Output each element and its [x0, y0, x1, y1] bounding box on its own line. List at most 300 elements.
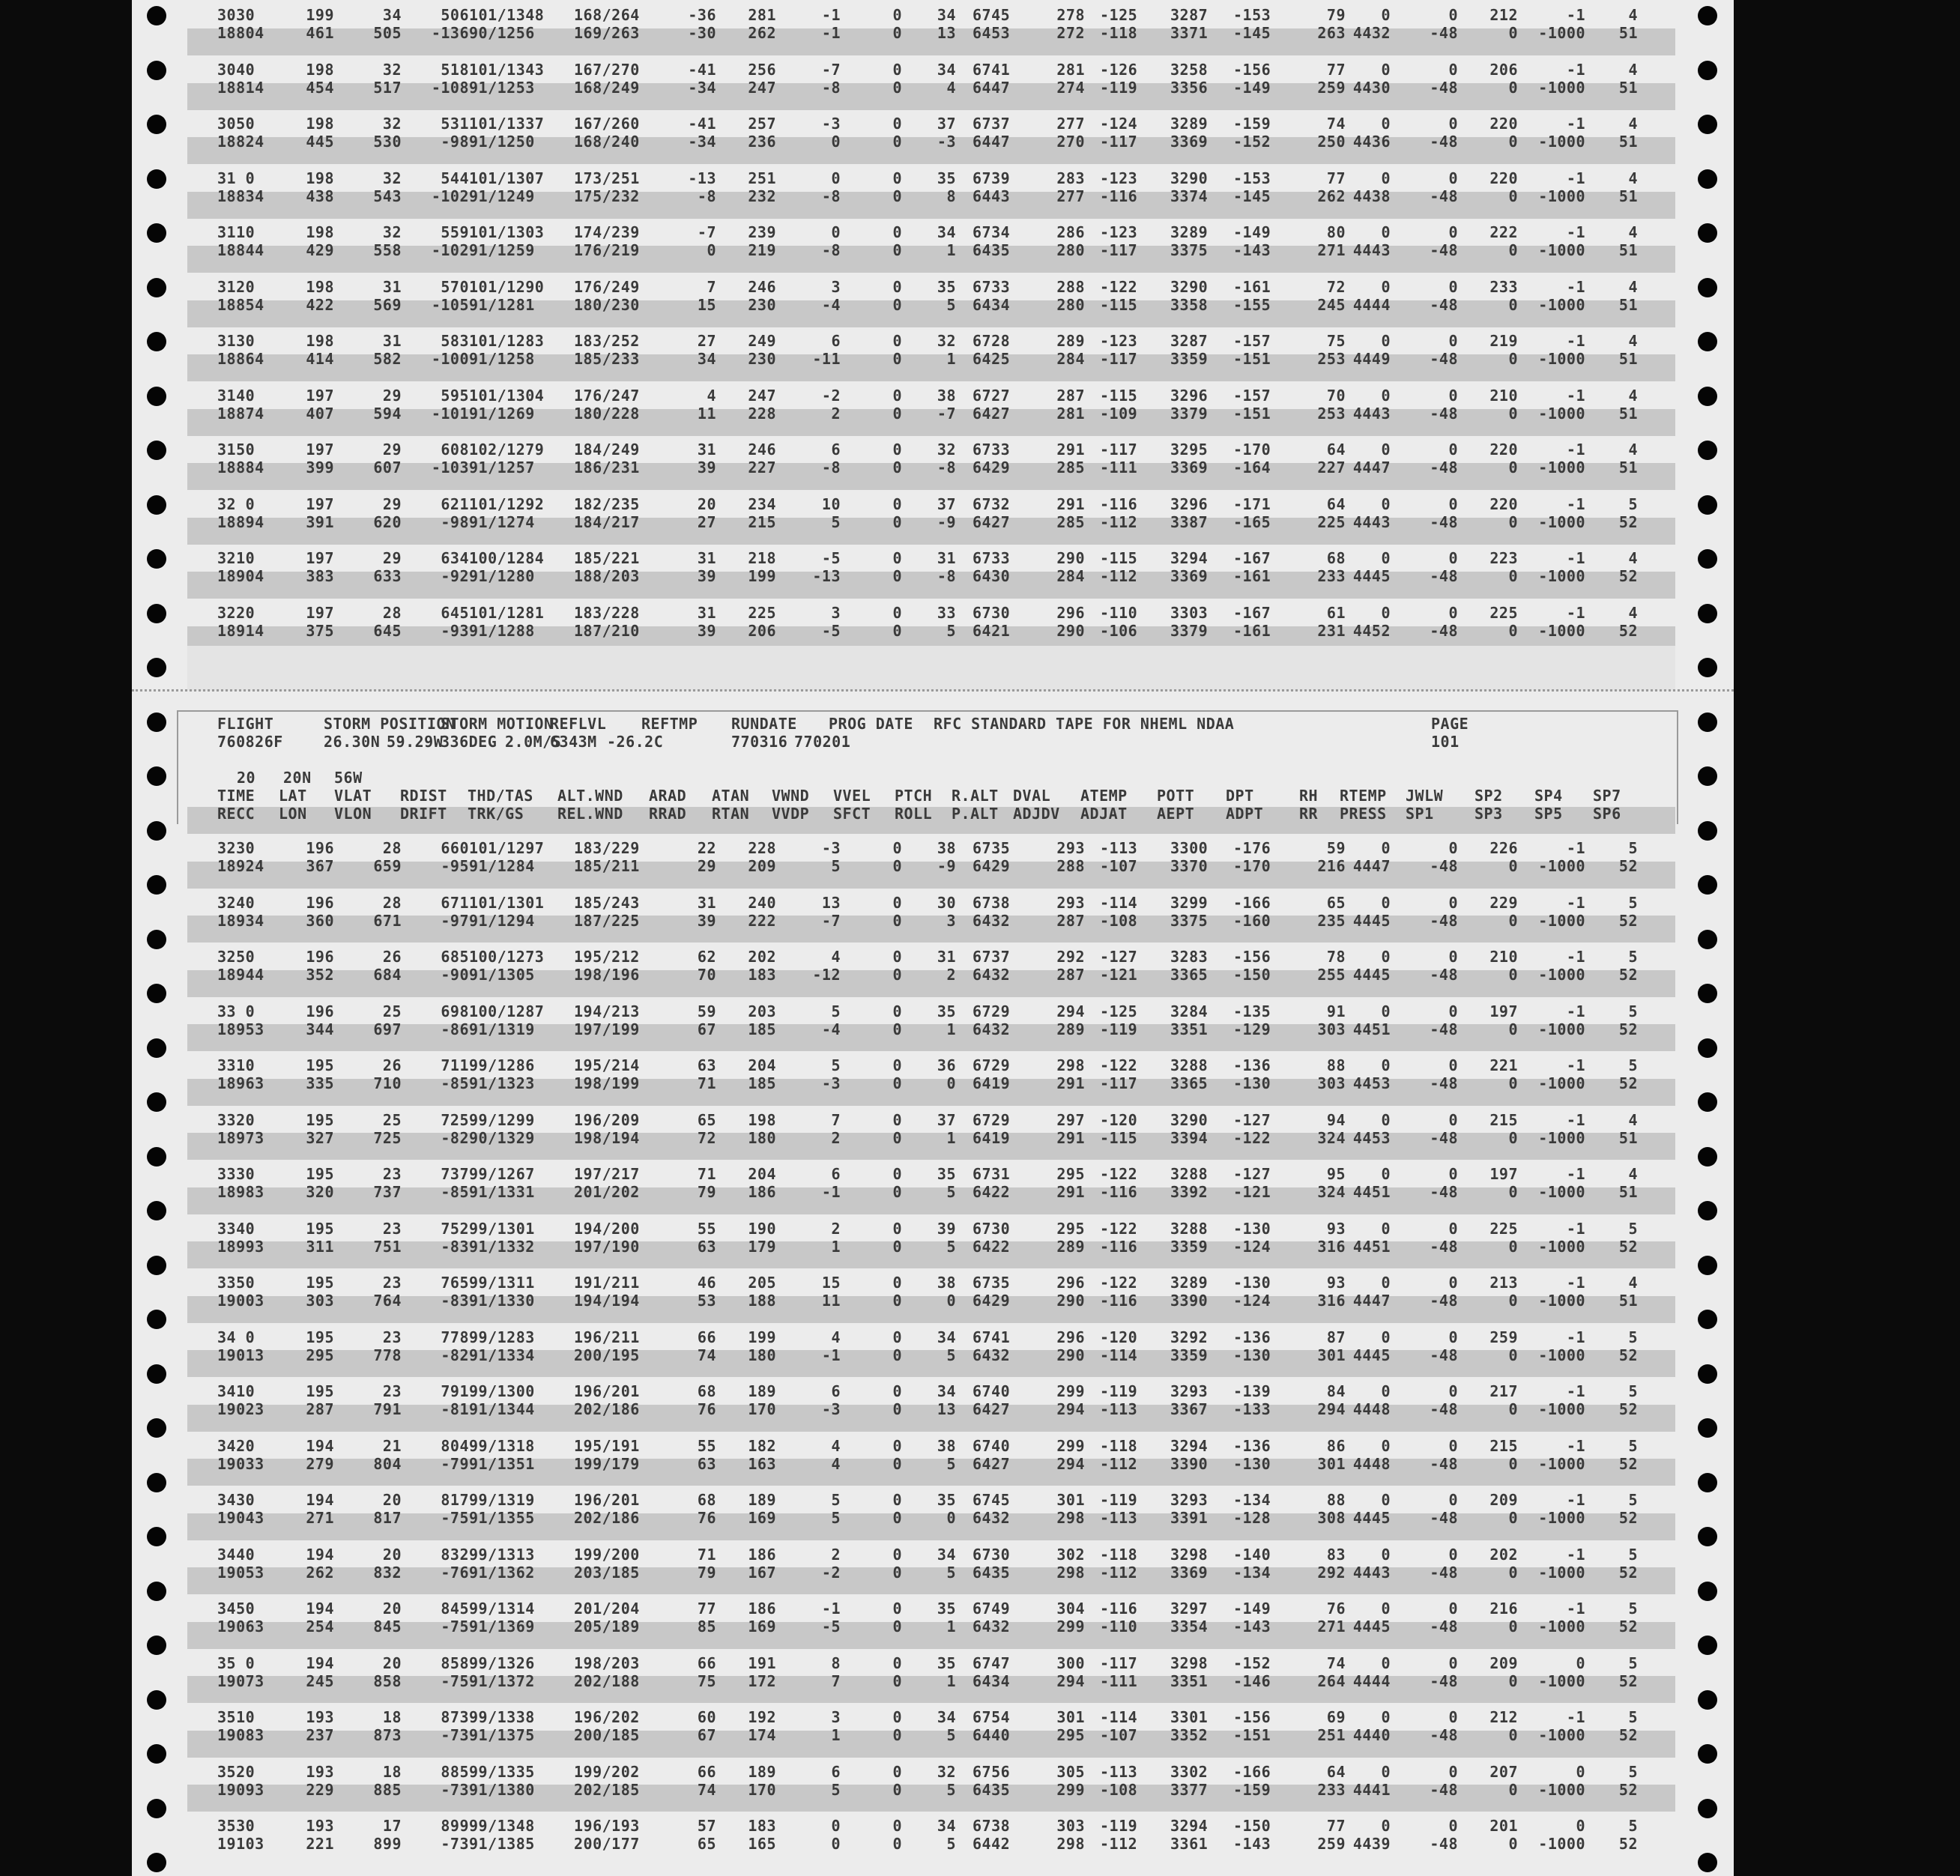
cell-value: -156 [1233, 948, 1271, 966]
cell-value: 6425 [973, 350, 1011, 368]
cell-value: 3450 [217, 1600, 255, 1618]
cell-value: 202/185 [574, 1780, 640, 1799]
header-label: FLIGHT [217, 715, 274, 733]
cell-value: 0 [892, 133, 902, 151]
cell-value: 0 [892, 549, 902, 567]
cell-value: 324 [1317, 1183, 1346, 1201]
record-row [132, 1165, 1734, 1220]
cell-value: 91/1375 [469, 1726, 535, 1744]
cell-value: 194/200 [574, 1219, 640, 1238]
cell-value: 531 [441, 115, 469, 133]
cell-value: 6422 [973, 1183, 1011, 1201]
cell-value: 3288 [1170, 1056, 1209, 1074]
cell-value: 206 [1489, 60, 1518, 79]
cell-value: 194 [306, 1545, 334, 1564]
record-row [132, 1382, 1734, 1438]
cell-value: 187/225 [574, 911, 640, 930]
cell-value: -48 [1430, 350, 1458, 368]
cell-value: 32 [937, 441, 956, 459]
cell-value: 34 [937, 223, 956, 241]
cell-value: 0 [892, 169, 902, 187]
cell-value: 3365 [1170, 1074, 1209, 1092]
cell-value: -48 [1430, 1454, 1458, 1473]
cell-value: 233 [1489, 277, 1518, 296]
cell-value: -124 [1233, 1292, 1271, 1310]
cell-value: 27 [697, 332, 716, 350]
cell-value: 4443 [1352, 1563, 1391, 1582]
cell-value: 0 [1381, 6, 1391, 24]
cell-value: 0 [892, 1002, 902, 1020]
cell-value: -48 [1430, 857, 1458, 875]
cell-value: 35 0 [217, 1653, 255, 1672]
cell-value: 0 [1381, 1817, 1391, 1835]
cell-value: -81 [441, 1400, 469, 1418]
cell-value: -1000 [1538, 241, 1585, 259]
cell-value: 101/1283 [469, 332, 545, 350]
cell-value: 0 [892, 441, 902, 459]
cell-value: 246 [748, 277, 776, 296]
cell-value: 5 [831, 1509, 841, 1527]
cell-value: -128 [1233, 1509, 1271, 1527]
cell-value: -116 [1100, 1600, 1138, 1618]
cell-value: 3356 [1170, 78, 1209, 97]
cell-value: 4 [831, 1454, 841, 1473]
cell-value: 39 [697, 459, 716, 476]
cell-value: 22 [697, 839, 716, 857]
cell-value: 99/1299 [469, 1110, 535, 1129]
cell-value: 286 [1056, 223, 1085, 241]
cell-value: 3379 [1170, 621, 1209, 640]
cell-value: 52 [1618, 966, 1638, 984]
cell-value: 0 [1448, 1002, 1458, 1020]
cell-value: 0 [1448, 1762, 1458, 1781]
cell-value: 845 [441, 1600, 469, 1618]
cell-value: 3289 [1170, 115, 1209, 133]
cell-value: 18924 [217, 857, 264, 875]
cell-value: -114 [1100, 1708, 1138, 1726]
cell-value: 39 [937, 1219, 956, 1238]
cell-value: 280 [1056, 241, 1085, 259]
record-row [132, 332, 1734, 387]
cell-value: 287 [306, 1400, 334, 1418]
cell-value: -1000 [1538, 1780, 1585, 1799]
cell-value: 212 [1489, 6, 1518, 24]
cell-value: 2 [831, 404, 841, 423]
cell-value: 311 [306, 1237, 334, 1256]
cell-value: -48 [1430, 1726, 1458, 1744]
cell-value: 2 [831, 1219, 841, 1238]
cell-value: 220 [1489, 115, 1518, 133]
cell-value: 101/1303 [469, 223, 545, 241]
cell-value: 3369 [1170, 133, 1209, 151]
cell-value: 0 [1381, 1436, 1391, 1455]
cell-value: 0 [1508, 1074, 1518, 1092]
cell-value: 34 [697, 350, 716, 368]
cell-value: 34 0 [217, 1328, 255, 1346]
cell-value: -113 [1100, 1400, 1138, 1418]
cell-value: 4451 [1352, 1183, 1391, 1201]
column-header: SP1 [1406, 805, 1434, 823]
cell-value: -1 [1566, 948, 1585, 966]
cell-value: -159 [1233, 1780, 1271, 1799]
cell-value: 0 [892, 1509, 902, 1527]
cell-value: 101/1348 [469, 6, 545, 24]
cell-value: 180 [748, 1128, 776, 1147]
cell-value: 505 [373, 24, 402, 42]
cell-value: 6427 [973, 404, 1011, 423]
cell-value: 39 [697, 621, 716, 640]
cell-value: 6737 [973, 115, 1011, 133]
cell-value: 4445 [1352, 966, 1391, 984]
column-header: SP2 [1474, 787, 1503, 805]
cell-value: 102/1279 [469, 441, 545, 459]
cell-value: 5 [1628, 1491, 1638, 1509]
cell-value: -48 [1430, 1237, 1458, 1256]
cell-value: 6730 [973, 1219, 1011, 1238]
cell-value: -146 [1233, 1671, 1271, 1690]
cell-value: 660 [441, 839, 469, 857]
cell-value: 5 [831, 512, 841, 531]
cell-value: 65 [697, 1835, 716, 1853]
cell-value: 5 [831, 1056, 841, 1074]
cell-value: 0 [1508, 1183, 1518, 1201]
cell-value: 51 [1618, 187, 1638, 205]
cell-value: 6430 [973, 567, 1011, 585]
cell-value: 0 [1508, 1563, 1518, 1582]
cell-value: 3300 [1170, 839, 1209, 857]
cell-value: 202/186 [574, 1509, 640, 1527]
cell-value: 52 [1618, 1780, 1638, 1799]
cell-value: 620 [373, 512, 402, 531]
cell-value: 52 [1618, 911, 1638, 930]
cell-value: 2 [831, 1128, 841, 1147]
cell-value: 199/202 [574, 1762, 640, 1781]
cell-value: 4430 [1352, 78, 1391, 97]
cell-value: -48 [1430, 1618, 1458, 1636]
cell-value: 194/194 [574, 1292, 640, 1310]
cell-value: 375 [306, 621, 334, 640]
column-header: ATAN [712, 787, 750, 805]
cell-value: 4445 [1352, 911, 1391, 930]
cell-value: -1 [1566, 1382, 1585, 1400]
record-row [132, 278, 1734, 333]
cell-value: 0 [892, 1563, 902, 1582]
cell-value: 301 [1056, 1708, 1085, 1726]
cell-value: -100 [431, 350, 469, 368]
cell-value: 0 [946, 1509, 956, 1527]
cell-value: 61 [1326, 603, 1346, 622]
cell-value: 186 [748, 1600, 776, 1618]
cell-value: -73 [441, 1835, 469, 1853]
cell-value: 23 [382, 1274, 402, 1292]
cell-value: 76 [1326, 1600, 1346, 1618]
cell-value: 183/228 [574, 603, 640, 622]
record-row [132, 1817, 1734, 1872]
cell-value: 0 [1508, 187, 1518, 205]
cell-value: 671 [373, 911, 402, 930]
cell-value: 804 [373, 1454, 402, 1473]
cell-value: -151 [1233, 404, 1271, 423]
cell-value: -105 [431, 295, 469, 314]
cell-value: 3410 [217, 1382, 255, 1400]
cell-value: 0 [1448, 948, 1458, 966]
cell-value: 26 [382, 948, 402, 966]
cell-value: -1000 [1538, 512, 1585, 531]
cell-value: 3288 [1170, 1165, 1209, 1183]
cell-value: 422 [306, 295, 334, 314]
column-header: DRIFT [400, 805, 447, 823]
cell-value: -145 [1233, 187, 1271, 205]
cell-value: 3293 [1170, 1382, 1209, 1400]
column-header: RTEMP [1340, 787, 1387, 805]
cell-value: 791 [441, 1382, 469, 1400]
cell-value: 0 [1381, 494, 1391, 513]
cell-value: 0 [892, 893, 902, 912]
cell-value: -48 [1430, 1128, 1458, 1147]
cell-value: 87 [1326, 1328, 1346, 1346]
cell-value: 5 [946, 1454, 956, 1473]
cell-value: 0 [1448, 1600, 1458, 1618]
cell-value: 246 [748, 441, 776, 459]
cell-value: 0 [892, 948, 902, 966]
cell-value: 223 [1489, 549, 1518, 567]
cell-value: 0 [1381, 1219, 1391, 1238]
cell-value: 817 [441, 1491, 469, 1509]
cell-value: 184/217 [574, 512, 640, 531]
cell-value: 91/1269 [469, 404, 535, 423]
cell-value: 0 [892, 1328, 902, 1346]
cell-value: -130 [1233, 1074, 1271, 1092]
cell-value: 873 [441, 1708, 469, 1726]
cell-value: -167 [1233, 603, 1271, 622]
cell-value: 6 [831, 1382, 841, 1400]
cell-value: 99/1283 [469, 1328, 535, 1346]
cell-value: 29 [382, 494, 402, 513]
cell-value: 3354 [1170, 1618, 1209, 1636]
cell-value: 18894 [217, 512, 264, 531]
cell-value: 65 [1326, 893, 1346, 912]
cell-value: 19063 [217, 1618, 264, 1636]
cell-value: 6434 [973, 1671, 1011, 1690]
cell-value: 35 [937, 169, 956, 187]
cell-value: 68 [697, 1491, 716, 1509]
cell-value: 335 [306, 1074, 334, 1092]
cell-value: 18 [382, 1762, 402, 1781]
cell-value: 0 [946, 1292, 956, 1310]
cell-value: 4440 [1352, 1726, 1391, 1744]
cell-value: 222 [748, 911, 776, 930]
cell-value: 0 [892, 1292, 902, 1310]
cell-value: 0 [1508, 567, 1518, 585]
column-header: POTT [1157, 787, 1195, 805]
cell-value: 4 [1628, 332, 1638, 350]
cell-value: -4 [821, 1020, 841, 1038]
cell-value: -113 [1100, 839, 1138, 857]
cell-value: 6738 [973, 1817, 1011, 1835]
cell-value: 59 [1326, 839, 1346, 857]
cell-value: 18824 [217, 133, 264, 151]
cell-value: 6419 [973, 1074, 1011, 1092]
cell-value: 4448 [1352, 1454, 1391, 1473]
cell-value: 291 [1056, 441, 1085, 459]
cell-value: 198 [306, 169, 334, 187]
cell-value: 5 [1628, 1600, 1638, 1618]
cell-value: 165 [748, 1835, 776, 1853]
cell-value: 5 [1628, 1436, 1638, 1455]
cell-value: 51 [1618, 133, 1638, 151]
cell-value: -166 [1233, 1762, 1271, 1781]
cell-value: 3140 [217, 386, 255, 405]
cell-value: -73 [441, 1780, 469, 1799]
cell-value: 6432 [973, 966, 1011, 984]
cell-value: -1000 [1538, 1183, 1585, 1201]
cell-value: -103 [431, 459, 469, 476]
cell-value: 278 [1056, 6, 1085, 24]
cell-value: 185/233 [574, 350, 640, 368]
cell-value: 287 [1056, 386, 1085, 405]
cell-value: 305 [1056, 1762, 1085, 1781]
header-label: PROG DATE [829, 715, 913, 733]
cell-value: -5 [821, 621, 841, 640]
cell-value: 182/235 [574, 494, 640, 513]
cell-value: 88 [1326, 1491, 1346, 1509]
cell-value: 186 [748, 1545, 776, 1564]
cell-value: 66 [697, 1653, 716, 1672]
cell-value: 198 [306, 60, 334, 79]
cell-value: -75 [441, 1671, 469, 1690]
cell-value: 4 [1628, 386, 1638, 405]
cell-value: 197 [306, 441, 334, 459]
cell-value: 6740 [973, 1436, 1011, 1455]
cell-value: 285 [1056, 512, 1085, 531]
column-header: SP3 [1474, 805, 1503, 823]
cell-value: 3369 [1170, 567, 1209, 585]
cell-value: 19033 [217, 1454, 264, 1473]
record-row [132, 1600, 1734, 1655]
cell-value: 0 [1381, 60, 1391, 79]
cell-value: 36 [937, 1056, 956, 1074]
cell-value: -110 [1100, 603, 1138, 622]
cell-value: 101/1301 [469, 893, 545, 912]
cell-value: 251 [748, 169, 776, 187]
cell-value: -8 [821, 187, 841, 205]
cell-value: 232 [748, 187, 776, 205]
header-value: 6343M [550, 733, 597, 751]
cell-value: 461 [306, 24, 334, 42]
cell-value: -118 [1100, 24, 1138, 42]
cell-value: 0 [1381, 1274, 1391, 1292]
cell-value: -167 [1233, 549, 1271, 567]
cell-value: -149 [1233, 1600, 1271, 1618]
cell-value: 3374 [1170, 187, 1209, 205]
cell-value: -112 [1100, 1563, 1138, 1582]
cell-value: -1000 [1538, 295, 1585, 314]
cell-value: 1 [831, 1726, 841, 1744]
cell-value: 0 [892, 24, 902, 42]
cell-value: 77 [1326, 60, 1346, 79]
cell-value: 751 [373, 1237, 402, 1256]
cell-value: -106 [1100, 621, 1138, 640]
cell-value: 0 [1381, 1762, 1391, 1781]
cell-value: 6745 [973, 1491, 1011, 1509]
cell-value: 3030 [217, 6, 255, 24]
cell-value: 68 [697, 1382, 716, 1400]
cell-value: -48 [1430, 621, 1458, 640]
cell-value: -133 [1233, 1400, 1271, 1418]
cell-value: -48 [1430, 459, 1458, 476]
cell-value: 737 [373, 1183, 402, 1201]
cell-value: -155 [1233, 295, 1271, 314]
cell-value: 3299 [1170, 893, 1209, 912]
cell-value: 0 [892, 494, 902, 513]
cell-value: 219 [1489, 332, 1518, 350]
cell-value: 5 [1628, 1708, 1638, 1726]
cell-value: 698 [441, 1002, 469, 1020]
cell-value: 290 [1056, 621, 1085, 640]
cell-value: -151 [1233, 350, 1271, 368]
column-header: VVDP [772, 805, 810, 823]
cell-value: 0 [1576, 1762, 1585, 1781]
cell-value: 215 [748, 512, 776, 531]
cell-value: 0 [1508, 1020, 1518, 1038]
cell-value: 18874 [217, 404, 264, 423]
cell-value: 3530 [217, 1817, 255, 1835]
cell-value: 215 [1489, 1436, 1518, 1455]
cell-value: 52 [1618, 1400, 1638, 1418]
cell-value: 6443 [973, 187, 1011, 205]
cell-value: 0 [1508, 857, 1518, 875]
cell-value: 3367 [1170, 1400, 1209, 1418]
cell-value: -1 [1566, 1436, 1585, 1455]
cell-value: 0 [892, 839, 902, 857]
cell-value: 752 [441, 1219, 469, 1238]
cell-value: 38 [937, 839, 956, 857]
cell-value: 195/191 [574, 1436, 640, 1455]
cell-value: 582 [373, 350, 402, 368]
cell-value: 201/204 [574, 1600, 640, 1618]
cell-value: -48 [1430, 404, 1458, 423]
cell-value: 100/1287 [469, 1002, 545, 1020]
cell-value: 196/202 [574, 1708, 640, 1726]
cell-value: 65 [697, 1110, 716, 1129]
cell-value: 3520 [217, 1762, 255, 1781]
cell-value: 3365 [1170, 966, 1209, 984]
cell-value: 6741 [973, 60, 1011, 79]
cell-value: 6 [831, 441, 841, 459]
cell-value: 4436 [1352, 133, 1391, 151]
cell-value: -108 [1100, 911, 1138, 930]
record-row [132, 1763, 1734, 1818]
cell-value: 0 [1448, 1165, 1458, 1183]
cell-value: 34 [937, 6, 956, 24]
cell-value: 91/1332 [469, 1237, 535, 1256]
cell-value: 289 [1056, 1020, 1085, 1038]
cell-value: 0 [1448, 1817, 1458, 1835]
cell-value: 3361 [1170, 1835, 1209, 1853]
cell-value: 185/211 [574, 857, 640, 875]
cell-value: 3392 [1170, 1183, 1209, 1201]
cell-value: 219 [748, 241, 776, 259]
cell-value: 4444 [1352, 1671, 1391, 1690]
cell-value: 4451 [1352, 1237, 1391, 1256]
cell-value: 5 [831, 857, 841, 875]
cell-value: 30 [937, 893, 956, 912]
cell-value: 778 [373, 1346, 402, 1364]
cell-value: 60 [697, 1708, 716, 1726]
cell-value: -107 [1100, 1726, 1138, 1744]
cell-value: 0 [1381, 441, 1391, 459]
cell-value: 3298 [1170, 1545, 1209, 1564]
